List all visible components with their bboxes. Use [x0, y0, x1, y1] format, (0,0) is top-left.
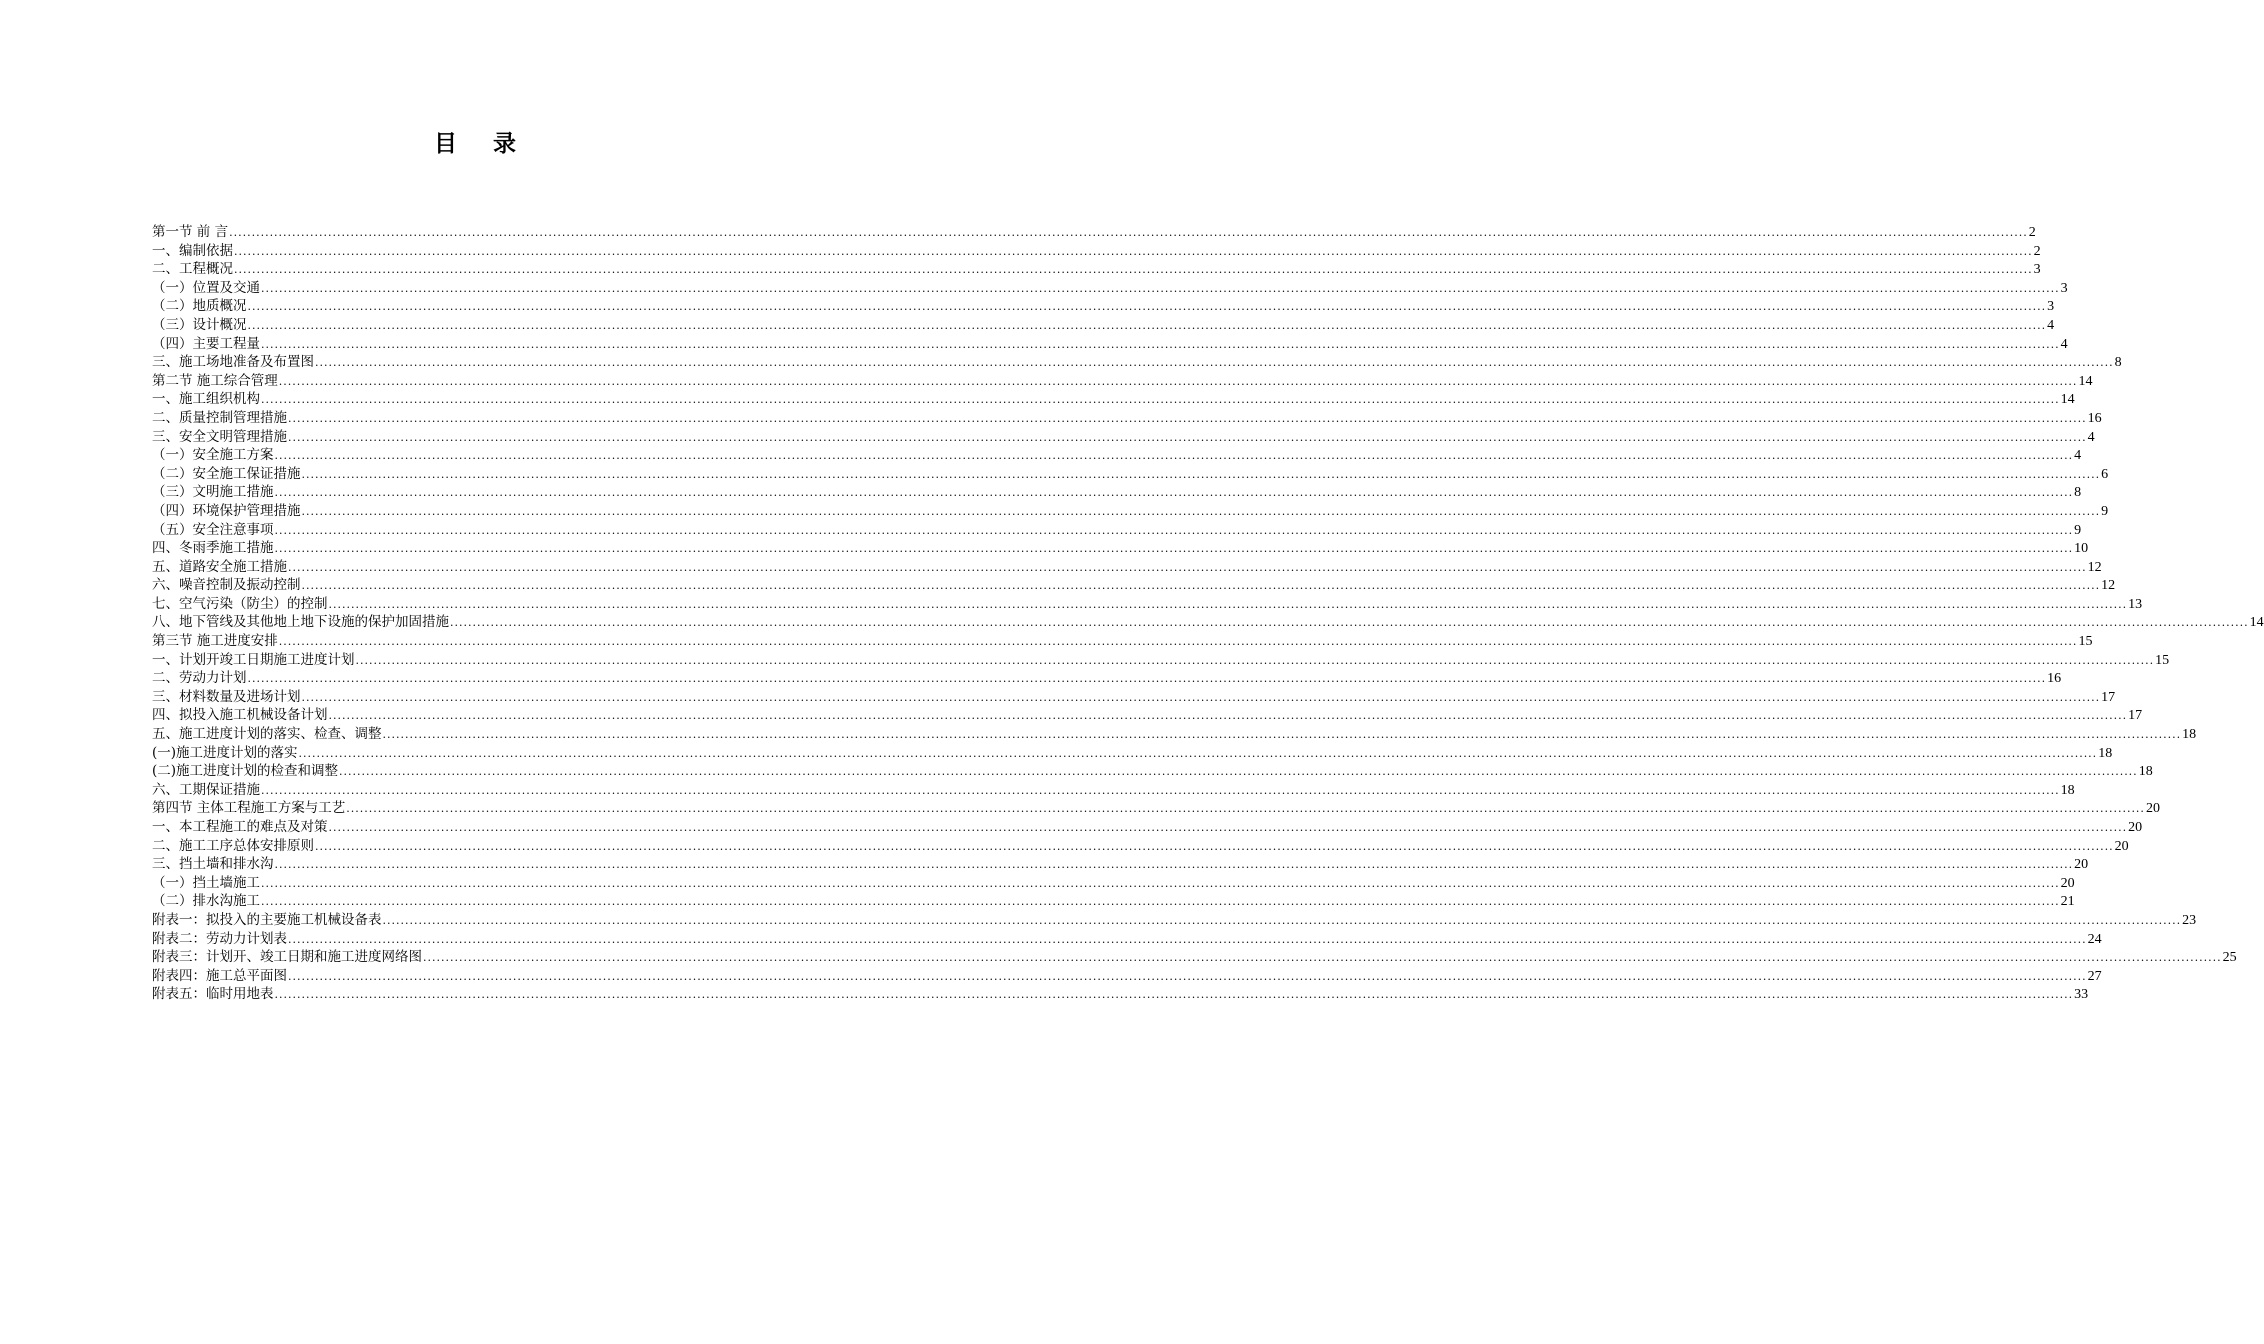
- toc-dot-leader: ................................................................................................................................................................................................................................................................................................................................................................................................................: [247, 672, 2047, 686]
- toc-entry[interactable]: [152, 855, 2089, 874]
- toc-dot-leader: ................................................................................................................................................................................................................................................................................................................................................................................................................: [288, 430, 2087, 444]
- toc-entry-page-number: 20: [2114, 838, 2129, 854]
- toc-entry-label: 第一节 前 言: [152, 224, 229, 240]
- toc-dot-leader: ................................................................................................................................................................................................................................................................................................................................................................................................................: [234, 263, 2033, 277]
- toc-dot-leader: ................................................................................................................................................................................................................................................................................................................................................................................................................: [328, 597, 2128, 611]
- toc-dot-leader: ................................................................................................................................................................................................................................................................................................................................................................................................................: [261, 783, 2060, 797]
- toc-entry-page-number: 2: [2033, 243, 2041, 259]
- toc-entry[interactable]: [152, 725, 2197, 744]
- toc-entry-page-number: 3: [2033, 262, 2041, 278]
- table-of-contents: [152, 223, 2264, 1004]
- toc-entry[interactable]: [152, 874, 2075, 893]
- toc-entry[interactable]: [152, 539, 2089, 558]
- toc-entry-label: (二)施工进度计划的检查和调整: [152, 763, 339, 780]
- toc-dot-leader: ................................................................................................................................................................................................................................................................................................................................................................................................................: [450, 616, 2249, 630]
- toc-entry[interactable]: [152, 409, 2102, 428]
- toc-dot-leader: ................................................................................................................................................................................................................................................................................................................................................................................................................: [274, 858, 2074, 872]
- toc-dot-leader: ................................................................................................................................................................................................................................................................................................................................................................................................................: [298, 746, 2098, 760]
- toc-dot-leader: ................................................................................................................................................................................................................................................................................................................................................................................................................: [278, 374, 2078, 388]
- toc-entry-label: 八、地下管线及其他地上地下设施的保护加固措施: [152, 614, 449, 631]
- toc-dot-leader: ................................................................................................................................................................................................................................................................................................................................................................................................................: [261, 876, 2060, 890]
- toc-entry-label: （二）安全施工保证措施: [152, 465, 301, 482]
- toc-entry[interactable]: [152, 316, 2055, 335]
- toc-entry-label: 五、道路安全施工措施: [152, 558, 287, 575]
- toc-dot-leader: ................................................................................................................................................................................................................................................................................................................................................................................................................: [328, 709, 2128, 723]
- toc-entry[interactable]: [152, 242, 2041, 261]
- toc-entry-page-number: 18: [2138, 764, 2153, 780]
- toc-entry-label: 附表三：计划开、竣工日期和施工进度网络图: [152, 949, 422, 966]
- toc-entry[interactable]: [152, 818, 2143, 837]
- toc-entry[interactable]: [152, 223, 2036, 242]
- toc-dot-leader: ................................................................................................................................................................................................................................................................................................................................................................................................................: [301, 579, 2101, 593]
- toc-entry[interactable]: [152, 372, 2093, 391]
- toc-entry-page-number: 13: [2128, 596, 2143, 612]
- toc-entry[interactable]: [152, 390, 2075, 409]
- toc-entry-label: 第四节 主体工程施工方案与工艺: [152, 800, 346, 817]
- toc-entry-page-number: 24: [2087, 931, 2102, 947]
- toc-entry[interactable]: [152, 483, 2082, 502]
- toc-dot-leader: ................................................................................................................................................................................................................................................................................................................................................................................................................: [261, 895, 2060, 909]
- toc-entry[interactable]: [152, 353, 2122, 372]
- toc-entry-page-number: 3: [2047, 299, 2055, 315]
- toc-entry[interactable]: [152, 558, 2102, 577]
- toc-dot-leader: ................................................................................................................................................................................................................................................................................................................................................................................................................: [382, 728, 2182, 742]
- toc-entry-page-number: 20: [2060, 875, 2075, 891]
- toc-dot-leader: ................................................................................................................................................................................................................................................................................................................................................................................................................: [423, 951, 2222, 965]
- toc-entry[interactable]: [152, 613, 2264, 632]
- toc-dot-leader: ................................................................................................................................................................................................................................................................................................................................................................................................................: [301, 690, 2101, 704]
- toc-entry-page-number: 23: [2182, 912, 2197, 928]
- toc-entry[interactable]: [152, 985, 2089, 1004]
- toc-entry-page-number: 12: [2101, 578, 2116, 594]
- toc-entry-page-number: 20: [2074, 857, 2089, 873]
- toc-entry-page-number: 15: [2078, 634, 2093, 650]
- toc-entry-page-number: 21: [2060, 894, 2075, 910]
- toc-entry-page-number: 25: [2222, 950, 2237, 966]
- toc-dot-leader: ................................................................................................................................................................................................................................................................................................................................................................................................................: [301, 467, 2101, 481]
- page-title: 目 录: [433, 131, 530, 157]
- toc-entry-label: 六、噪音控制及振动控制: [152, 577, 301, 594]
- toc-entry[interactable]: [152, 967, 2102, 986]
- toc-dot-leader: ................................................................................................................................................................................................................................................................................................................................................................................................................: [261, 393, 2060, 407]
- toc-entry[interactable]: [152, 688, 2116, 707]
- toc-entry-page-number: 14: [2060, 392, 2075, 408]
- toc-entry-label: 五、施工进度计划的落实、检查、调整: [152, 726, 382, 743]
- toc-entry-label: 三、挡土墙和排水沟: [152, 856, 274, 873]
- toc-dot-leader: ................................................................................................................................................................................................................................................................................................................................................................................................................: [274, 988, 2074, 1002]
- toc-dot-leader: ................................................................................................................................................................................................................................................................................................................................................................................................................: [274, 449, 2074, 463]
- toc-entry[interactable]: [152, 744, 2113, 763]
- toc-entry-page-number: 14: [2078, 373, 2093, 389]
- toc-dot-leader: ................................................................................................................................................................................................................................................................................................................................................................................................................: [288, 411, 2087, 425]
- toc-entry-label: 第二节 施工综合管理: [152, 372, 278, 389]
- toc-entry[interactable]: [152, 428, 2095, 447]
- toc-entry-label: （三）设计概况: [152, 316, 247, 333]
- toc-dot-leader: ................................................................................................................................................................................................................................................................................................................................................................................................................: [261, 337, 2060, 351]
- toc-entry-label: 二、劳动力计划: [152, 670, 247, 687]
- toc-entry[interactable]: [152, 632, 2093, 651]
- toc-entry-page-number: 20: [2128, 820, 2143, 835]
- toc-entry-label: 附表四：施工总平面图: [152, 967, 287, 984]
- toc-entry-label: 四、冬雨季施工措施: [152, 540, 274, 557]
- toc-entry-label: 四、拟投入施工机械设备计划: [152, 707, 328, 724]
- toc-entry[interactable]: [152, 595, 2143, 614]
- toc-entry[interactable]: [152, 669, 2062, 688]
- toc-entry[interactable]: [152, 521, 2082, 540]
- toc-entry-page-number: 9: [2074, 522, 2082, 538]
- toc-entry[interactable]: [152, 948, 2237, 967]
- toc-entry-page-number: 9: [2101, 503, 2109, 519]
- toc-entry-label: 七、空气污染（防尘）的控制: [152, 595, 328, 612]
- toc-entry-page-number: 2: [2028, 225, 2036, 240]
- toc-dot-leader: ................................................................................................................................................................................................................................................................................................................................................................................................................: [278, 635, 2078, 649]
- toc-dot-leader: ................................................................................................................................................................................................................................................................................................................................................................................................................: [328, 821, 2128, 834]
- toc-dot-leader: ................................................................................................................................................................................................................................................................................................................................................................................................................: [261, 281, 2060, 295]
- toc-entry-page-number: 18: [2098, 745, 2113, 761]
- toc-entry-page-number: 27: [2087, 968, 2102, 984]
- toc-entry[interactable]: [152, 837, 2129, 856]
- toc-entry-page-number: 8: [2114, 355, 2122, 371]
- toc-entry-label: （三）文明施工措施: [152, 484, 274, 501]
- toc-entry-page-number: 18: [2060, 782, 2075, 798]
- toc-dot-leader: ................................................................................................................................................................................................................................................................................................................................................................................................................: [247, 300, 2047, 314]
- toc-dot-leader: ................................................................................................................................................................................................................................................................................................................................................................................................................: [288, 969, 2087, 983]
- toc-dot-leader: ................................................................................................................................................................................................................................................................................................................................................................................................................: [301, 504, 2101, 518]
- toc-entry-page-number: 15: [2155, 652, 2170, 668]
- toc-entry-label: 附表二：劳动力计划表: [152, 930, 287, 947]
- toc-entry-label: 一、施工组织机构: [152, 391, 260, 408]
- toc-entry-label: 三、施工场地准备及布置图: [152, 354, 314, 371]
- toc-dot-leader: ................................................................................................................................................................................................................................................................................................................................................................................................................: [274, 523, 2074, 537]
- toc-entry[interactable]: [152, 576, 2116, 595]
- toc-entry[interactable]: [152, 892, 2075, 911]
- toc-entry[interactable]: [152, 651, 2170, 670]
- toc-entry[interactable]: [152, 502, 2109, 521]
- toc-entry-page-number: 4: [2087, 429, 2095, 445]
- toc-entry-page-number: 17: [2101, 689, 2116, 705]
- toc-entry-label: 三、材料数量及进场计划: [152, 688, 301, 705]
- toc-dot-leader: ................................................................................................................................................................................................................................................................................................................................................................................................................: [288, 932, 2087, 946]
- toc-entry[interactable]: [152, 781, 2075, 800]
- toc-entry-label: （四）环境保护管理措施: [152, 502, 301, 519]
- toc-entry[interactable]: [152, 446, 2082, 465]
- toc-entry-label: 二、质量控制管理措施: [152, 409, 287, 426]
- toc-entry-page-number: 33: [2074, 987, 2089, 1003]
- toc-dot-leader: ................................................................................................................................................................................................................................................................................................................................................................................................................: [229, 226, 2028, 239]
- toc-entry-label: （一）挡土墙施工: [152, 874, 260, 891]
- toc-dot-leader: ................................................................................................................................................................................................................................................................................................................................................................................................................: [315, 356, 2114, 370]
- toc-entry-label: （四）主要工程量: [152, 335, 260, 352]
- toc-entry-label: （二）排水沟施工: [152, 893, 260, 910]
- toc-entry-label: 六、工期保证措施: [152, 781, 260, 798]
- toc-entry-page-number: 14: [2249, 615, 2264, 631]
- toc-dot-leader: ................................................................................................................................................................................................................................................................................................................................................................................................................: [339, 765, 2138, 779]
- toc-dot-leader: ................................................................................................................................................................................................................................................................................................................................................................................................................: [247, 318, 2047, 332]
- toc-entry[interactable]: [152, 297, 2055, 316]
- toc-dot-leader: ................................................................................................................................................................................................................................................................................................................................................................................................................: [288, 560, 2087, 574]
- toc-entry-label: 二、工程概况: [152, 261, 233, 278]
- toc-entry-page-number: 4: [2060, 336, 2068, 352]
- toc-entry-label: （一）位置及交通: [152, 279, 260, 296]
- toc-entry-page-number: 6: [2101, 466, 2109, 482]
- toc-entry-label: 第三节 施工进度安排: [152, 633, 278, 650]
- toc-entry-page-number: 4: [2074, 448, 2082, 464]
- toc-dot-leader: ................................................................................................................................................................................................................................................................................................................................................................................................................: [382, 913, 2182, 927]
- toc-entry[interactable]: [152, 706, 2143, 725]
- toc-entry-page-number: 18: [2182, 727, 2197, 743]
- toc-entry-label: （二）地质概况: [152, 298, 247, 315]
- toc-entry[interactable]: [152, 762, 2153, 781]
- toc-entry-page-number: 4: [2047, 317, 2055, 333]
- toc-dot-leader: ................................................................................................................................................................................................................................................................................................................................................................................................................: [274, 486, 2074, 500]
- toc-entry-label: 一、计划开竣工日期施工进度计划: [152, 651, 355, 668]
- toc-entry[interactable]: [152, 335, 2068, 354]
- toc-entry[interactable]: [152, 911, 2197, 930]
- toc-entry-page-number: 16: [2047, 671, 2062, 687]
- toc-entry-label: 二、施工工序总体安排原则: [152, 837, 314, 854]
- toc-entry[interactable]: [152, 465, 2109, 484]
- toc-entry-label: 附表一：拟投入的主要施工机械设备表: [152, 911, 382, 928]
- toc-entry-page-number: 16: [2087, 410, 2102, 426]
- toc-dot-leader: ................................................................................................................................................................................................................................................................................................................................................................................................................: [346, 802, 2145, 816]
- toc-entry-page-number: 20: [2145, 801, 2160, 817]
- toc-entry-label: （五）安全注意事项: [152, 521, 274, 538]
- toc-entry-page-number: 8: [2074, 485, 2082, 501]
- toc-entry-label: 附表五：临时用地表: [152, 986, 274, 1003]
- toc-entry[interactable]: [152, 799, 2160, 818]
- toc-entry-page-number: 12: [2087, 559, 2102, 575]
- toc-entry-label: （一）安全施工方案: [152, 447, 274, 464]
- toc-entry-label: 一、本工程施工的难点及对策: [152, 819, 328, 835]
- toc-entry-page-number: 3: [2060, 280, 2068, 296]
- toc-entry-label: 三、安全文明管理措施: [152, 428, 287, 445]
- toc-entry-page-number: 17: [2128, 708, 2143, 724]
- toc-entry[interactable]: [152, 930, 2102, 949]
- toc-entry-label: 一、编制依据: [152, 242, 233, 259]
- toc-entry[interactable]: [152, 279, 2068, 298]
- toc-dot-leader: ................................................................................................................................................................................................................................................................................................................................................................................................................: [234, 244, 2033, 258]
- toc-entry[interactable]: [152, 260, 2041, 279]
- toc-entry-page-number: 10: [2074, 541, 2089, 557]
- toc-dot-leader: ................................................................................................................................................................................................................................................................................................................................................................................................................: [274, 542, 2074, 556]
- toc-dot-leader: ................................................................................................................................................................................................................................................................................................................................................................................................................: [315, 839, 2114, 853]
- toc-dot-leader: ................................................................................................................................................................................................................................................................................................................................................................................................................: [355, 653, 2155, 667]
- toc-entry-label: (一)施工进度计划的落实: [152, 744, 298, 761]
